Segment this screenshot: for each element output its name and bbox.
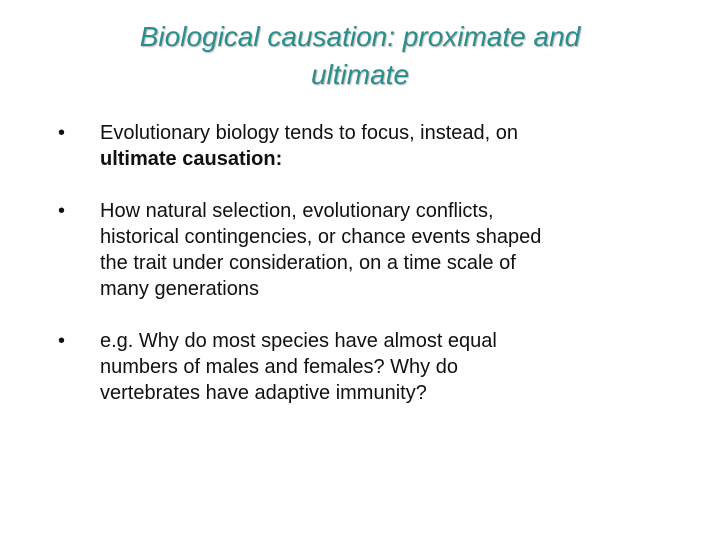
bullet-marker: • (58, 330, 66, 352)
bullet-marker: • (58, 122, 66, 144)
bullet-text-1-plain: Evolutionary biology tends to focus, instead, on (100, 122, 519, 144)
slide-title: Biological causation: proximate and ultimate (139, 21, 581, 90)
bullet-text-2: How natural selection, evolutionary conflicts, historical contingencies, or chance events shaped the trait under consideration, on a time scale of many generations (100, 200, 542, 300)
bullet-item-2 (56, 198, 656, 302)
bullet-item-1 (56, 120, 656, 172)
bullet-text-1-bold: ultimate causation: (100, 148, 283, 170)
bullet-marker: • (58, 200, 66, 222)
bullet-item-3 (56, 328, 656, 406)
bullet-text-3: e.g. Why do most species have almost equal numbers of males and females? Why do vertebrates have adaptive immunity? (100, 330, 497, 404)
bullet-text-1 (100, 120, 656, 172)
bullet-list (56, 120, 656, 432)
